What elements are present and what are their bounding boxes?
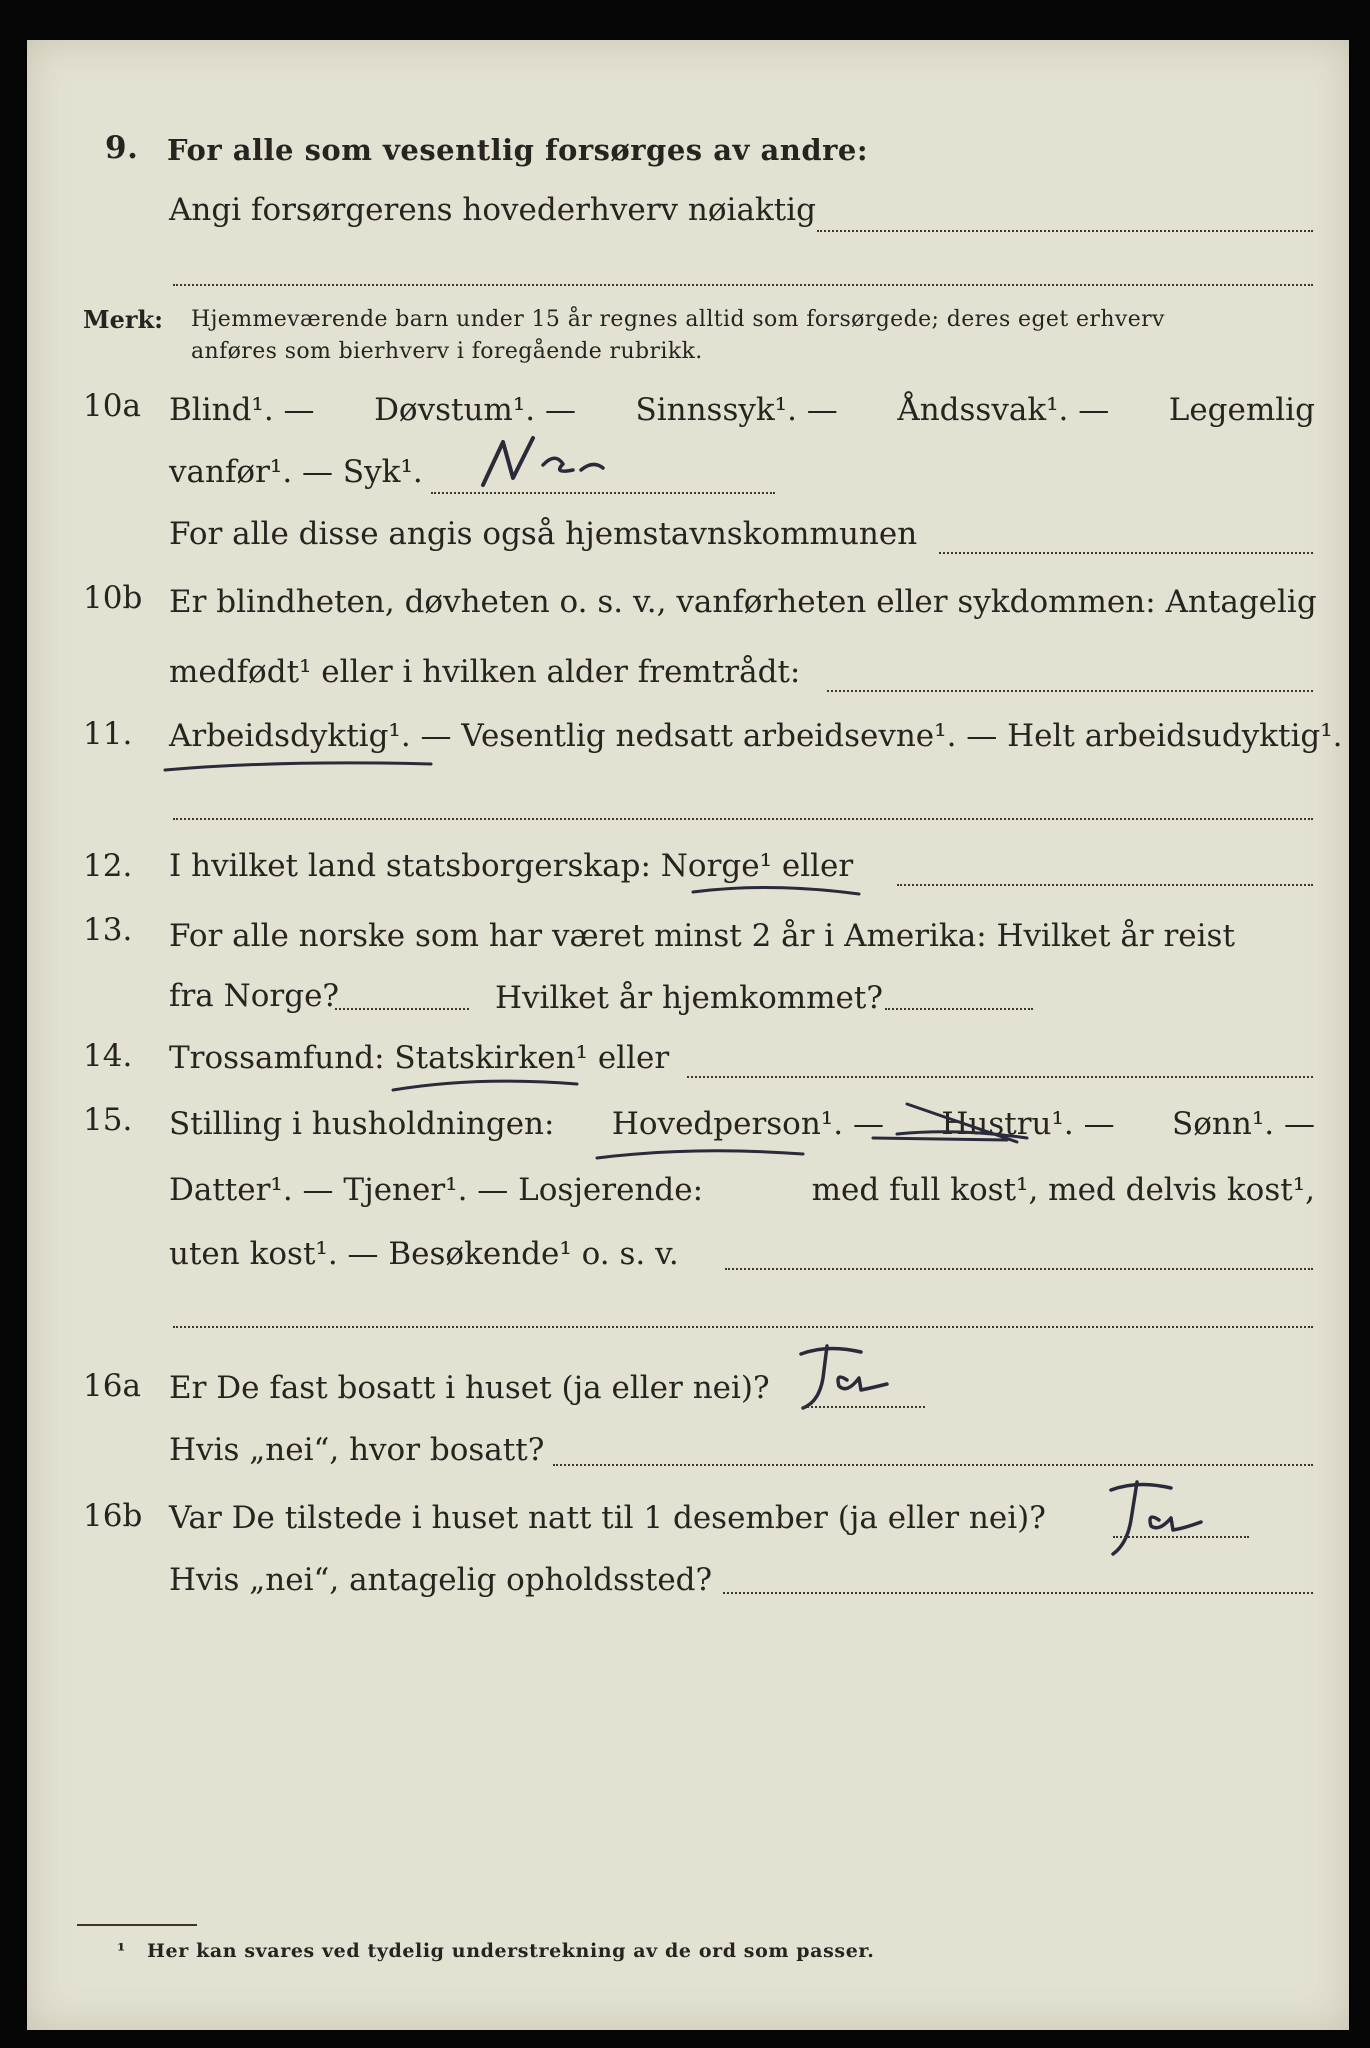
q16a-bosatt-line[interactable] (553, 1464, 1313, 1466)
q15-underline-mark (593, 1140, 813, 1166)
footnote-rule (77, 1924, 197, 1926)
q9-title: For alle som vesentlig forsørges av andre: (167, 133, 869, 167)
q10b-line-2: medfødt¹ eller i hvilken alder fremtrådt: (169, 654, 801, 690)
q16a-number: 16a (83, 1368, 141, 1404)
q13-reist-line[interactable] (335, 1008, 469, 1010)
q10a-handwritten-answer (473, 430, 673, 490)
q11-underline-mark (161, 754, 441, 778)
footnote-text: Her kan svares ved tydelig understrekning av de ord som passer. (147, 1940, 875, 1962)
q15-hovedperson[interactable]: Hovedperson¹. — (611, 1106, 884, 1142)
q16a-line-2: Hvis „nei“, hvor bosatt? (169, 1432, 545, 1468)
q13-number: 13. (83, 912, 133, 948)
q15-strikethrough-mark (867, 1098, 1037, 1148)
footnote-mark: ¹ (117, 1940, 126, 1962)
q11-number: 11. (83, 716, 133, 752)
q13-line-2a: fra Norge? (169, 978, 340, 1014)
q12-answer-line[interactable] (897, 884, 1313, 886)
q15-line-1 (169, 1104, 1315, 1144)
q10b-number: 10b (83, 580, 143, 616)
merk-line-2: anføres som bierhverv i foregående rubrikk. (191, 339, 703, 364)
q13-line-1: For alle norske som har været minst 2 år i Amerika: Hvilket år reist (169, 918, 1235, 954)
q9-line: Angi forsørgerens hovederhverv nøiaktig (169, 192, 816, 228)
q15-answer-line[interactable] (725, 1268, 1313, 1270)
q16b-opholdssted-line[interactable] (723, 1592, 1313, 1594)
q16a-line-1: Er De fast bosatt i huset (ja eller nei)? (169, 1370, 770, 1406)
q12-number: 12. (83, 848, 133, 884)
merk-label: Merk: (83, 305, 163, 334)
merk-line-1: Hjemmeværende barn under 15 år regnes alltid som forsørgede; deres eget erhverv (191, 307, 1165, 332)
q15-line-2 (169, 1170, 1315, 1210)
q16b-line-2: Hvis „nei“, antagelig opholdssted? (169, 1562, 713, 1598)
q10a-andssvak[interactable]: Åndssvak¹. — (897, 392, 1110, 428)
q16b-answer-line[interactable] (1113, 1536, 1249, 1538)
q14-number: 14. (83, 1038, 133, 1074)
q10b-line-1: Er blindheten, døvheten o. s. v., vanførheten eller sykdommen: Antagelig (169, 584, 1317, 620)
q10a-line-3: For alle disse angis også hjemstavnskommunen (169, 516, 918, 552)
q10b-answer-line[interactable] (827, 690, 1313, 692)
q14-answer-line[interactable] (687, 1076, 1313, 1078)
q12-line-1: I hvilket land statsborgerskap: Norge¹ eller (169, 848, 854, 884)
q15-line-3: uten kost¹. — Besøkende¹ o. s. v. (169, 1236, 679, 1272)
q11-line-1: Arbeidsdyktig¹. — Vesentlig nedsatt arbeidsevne¹. — Helt arbeidsudyktig¹. (169, 718, 1343, 754)
q10a-line-1 (169, 390, 1315, 430)
q15-hustru[interactable]: Hustru¹. — (941, 1106, 1115, 1142)
q9-answer-line-2[interactable] (173, 284, 1313, 286)
q15-number: 15. (83, 1102, 133, 1138)
census-form-page (27, 40, 1349, 2030)
q10a-dovstum[interactable]: Døvstum¹. — (374, 392, 576, 428)
q10a-answer-line[interactable] (431, 492, 775, 494)
q11-answer-line[interactable] (173, 818, 1313, 820)
q9-answer-line[interactable] (817, 230, 1313, 232)
q15-datter-tjener-losjerende[interactable]: Datter¹. — Tjener¹. — Losjerende: (169, 1172, 704, 1208)
q15-answer-line-2[interactable] (173, 1326, 1313, 1328)
q15-kost-options[interactable]: med full kost¹, med delvis kost¹, (811, 1172, 1315, 1208)
q10a-number: 10a (83, 388, 141, 424)
q16a-answer-line[interactable] (803, 1406, 925, 1408)
q10a-sinnssyk[interactable]: Sinnssyk¹. — (635, 392, 838, 428)
q16b-handwritten-answer (1101, 1474, 1221, 1564)
q13-line-2b: Hvilket år hjemkommet? (495, 980, 883, 1016)
q14-underline-mark (387, 1072, 587, 1096)
q16b-line-1: Var De tilstede i huset natt til 1 desember (ja eller nei)? (169, 1500, 1046, 1536)
q10a-legemlig[interactable]: Legemlig (1168, 392, 1315, 428)
q12-underline-mark (689, 880, 869, 900)
q10a-hjemstavn-line[interactable] (939, 552, 1313, 554)
q13-hjemkommet-line[interactable] (885, 1008, 1033, 1010)
q16b-number: 16b (83, 1498, 143, 1534)
q9-number: 9. (105, 130, 139, 166)
q15-stilling-label: Stilling i husholdningen: (169, 1106, 555, 1142)
q10a-blind[interactable]: Blind¹. — (169, 392, 315, 428)
q14-line-1: Trossamfund: Statskirken¹ eller (169, 1040, 670, 1076)
q15-sonn[interactable]: Sønn¹. — (1172, 1106, 1315, 1142)
q10a-line-2: vanfør¹. — Syk¹. (169, 454, 423, 490)
